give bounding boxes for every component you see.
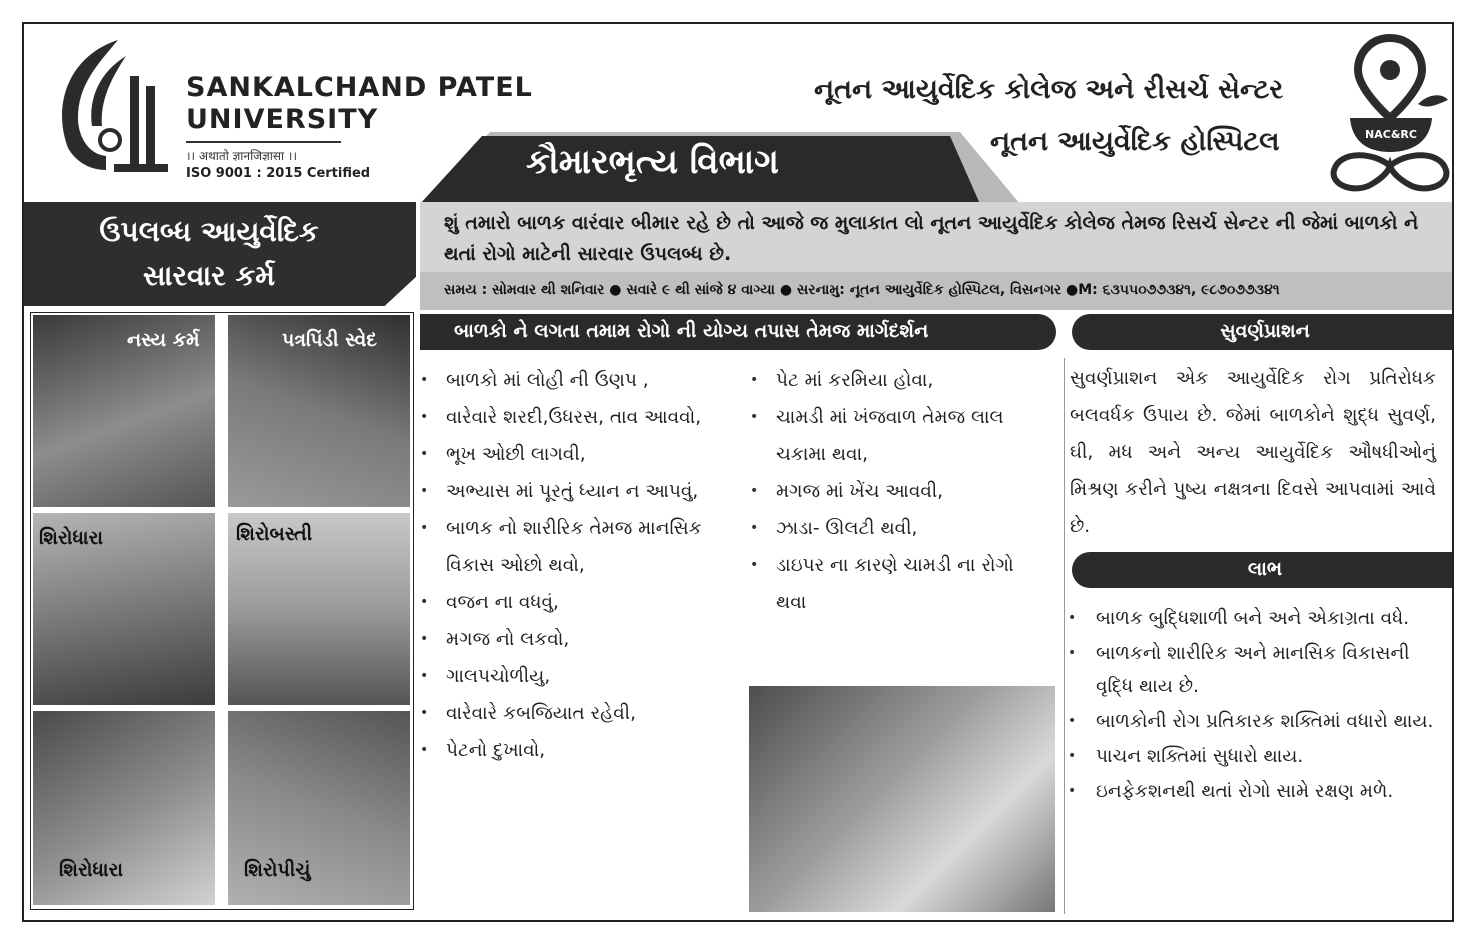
university-motto: ।। अथातो ज्ञानजिज्ञासा ।। [186,149,298,163]
list-item: • પેટ માં કરમિયા હોવા, [748,362,1048,399]
list-item: • મગજ માં ખેંચ આવવી, [748,473,1048,510]
treatment-label: પત્રપિંડી સ્વેદ [282,329,377,351]
treatment-label: શિરોધારા [39,527,104,549]
college-name: નૂતન આયુર્વેદિક કોલેજ અને રીસર્ચ સેન્ટર [814,74,1284,105]
list-item: • બાળક નો શારીરિક તેમજ માનસિક વિકાસ ઓછો થવો, [418,510,748,584]
benefits-list [1066,602,1436,810]
children-checkup-photo [749,686,1055,912]
list-item: • પાચન શક્તિમાં સુધારો થાય. [1066,740,1436,773]
list-item: • મગજ નો લકવો, [418,621,748,658]
intro-text: શું તમારો બાળક વારંવાર બીમાર રહે છે તો આજે જ મુલાકાત લો નૂતન આયુર્વેદિક કોલેજ તેમજ રિસર્ચ સેન્ટર ની જેમાં બાળકો ને થતાં રોગો માટેની સારવાર ઉપલબ્ધ છે. [444,212,1419,265]
treatment-label: શિરોપીચું [244,859,311,881]
list-item: • ઇનફેકશનથી થતાં રોગો સામે રક્ષણ મળે. [1066,775,1436,808]
diseases-list-1 [418,362,748,769]
suvarnaprashan-text: સુવર્ણપ્રાશન એક આયુર્વેદિક રોગ પ્રતિરોધક બલવર્ધક ઉપાય છે. જેમાં બાળકોને શુદ્ધ સુવર્ણ, ઘી, મધ અને અન્ય આયુર્વેદિક ઔષધીઓનું મિશ્રણ કરીને પુષ્ય નક્ષત્રના દિવસે આપવામાં આવે છે. [1070,368,1436,537]
list-item: • બાળકોની રોગ પ્રતિકારક શક્તિમાં વધારો થાય. [1066,705,1436,738]
list-item: • બાળકો માં લોહી ની ઉણપ , [418,362,748,399]
photo-shirodhara-1 [32,512,216,706]
list-item: • બાળક બુદ્ધિશાળી બને અને એકાગ્રતા વધે. [1066,602,1436,635]
department-title: કૌમારભૃત્ય વિભાગ [526,142,779,182]
diseases-list-2 [748,362,1048,621]
treatment-label: શિરોબસ્તી [236,523,313,545]
hospital-name: નૂતન આયુર્વેદિક હોસ્પિટલ [990,126,1280,157]
list-item: • ભૂખ ઓછી લાગવી, [418,436,748,473]
list-item: • ચામડી માં ખંજવાળ તેમજ લાલ ચકામા થવા, [748,399,1048,473]
photo-nasya-karma [32,314,216,508]
university-name: SANKALCHAND PATEL UNIVERSITY [186,72,533,135]
diseases-title: બાળકો ને લગતા તમામ રોગો ની યોગ્ય તપાસ તેમજ માર્ગદર્શન [454,320,929,342]
list-item: • વારેવારે કબજિયાત રહેવી, [418,695,748,732]
university-logo-icon [48,36,168,176]
college-logo-icon [1320,34,1454,196]
contact-info: સમય : સોમવાર થી શનિવાર ● સવારે ૯ થી સાંજે ૪ વાગ્યા ● સરનામુ: નૂતન આયુર્વેદિક હોસ્પિટલ, વિસનગર ●M: ૬૩૫૫૦૭૭૩૪૧, ૯૮૭૦૭૭૩૪૧ [444,282,1280,298]
list-item: • પેટનો દુખાવો, [418,732,748,769]
iso-certification: ISO 9001 : 2015 Certified [186,166,371,181]
treatment-label: શિરોધારા [59,859,124,881]
svg-text:NAC&RC: NAC&RC [1365,128,1417,141]
divider [186,141,341,143]
photo-patrapindi-sweda [227,314,411,508]
advertisement-page [22,22,1454,922]
list-item: • બાળકનો શારીરિક અને માનસિક વિકાસની વૃદ્ધિ થાય છે. [1066,637,1436,703]
photo-shirobasti [227,512,411,706]
treatment-label: નસ્ય કર્મ [127,329,200,351]
suvarnaprashan-title: સુવર્ણપ્રાશન [1220,320,1310,342]
list-item: • ઝાડા- ઊલટી થવી, [748,510,1048,547]
divider [1064,358,1065,914]
list-item: • વારેવારે શરદી,ઉધરસ, તાવ આવવો, [418,399,748,436]
list-item: • વજન ના વધવું, [418,584,748,621]
list-item: • ગાલપચોળીયુ, [418,658,748,695]
treatments-header: ઉપલબ્ધ આયુર્વેદિક સારવાર કર્મ [99,215,319,292]
list-item: • અભ્યાસ માં પૂરતું ધ્યાન ન આપવું, [418,473,748,510]
benefits-title: લાભ [1247,558,1283,580]
photo-shirodhara-2 [32,710,216,906]
list-item: • ડાઇપર ના કારણે ચામડી ના રોગો થવા [748,547,1048,621]
photo-shiropichu [227,710,411,906]
